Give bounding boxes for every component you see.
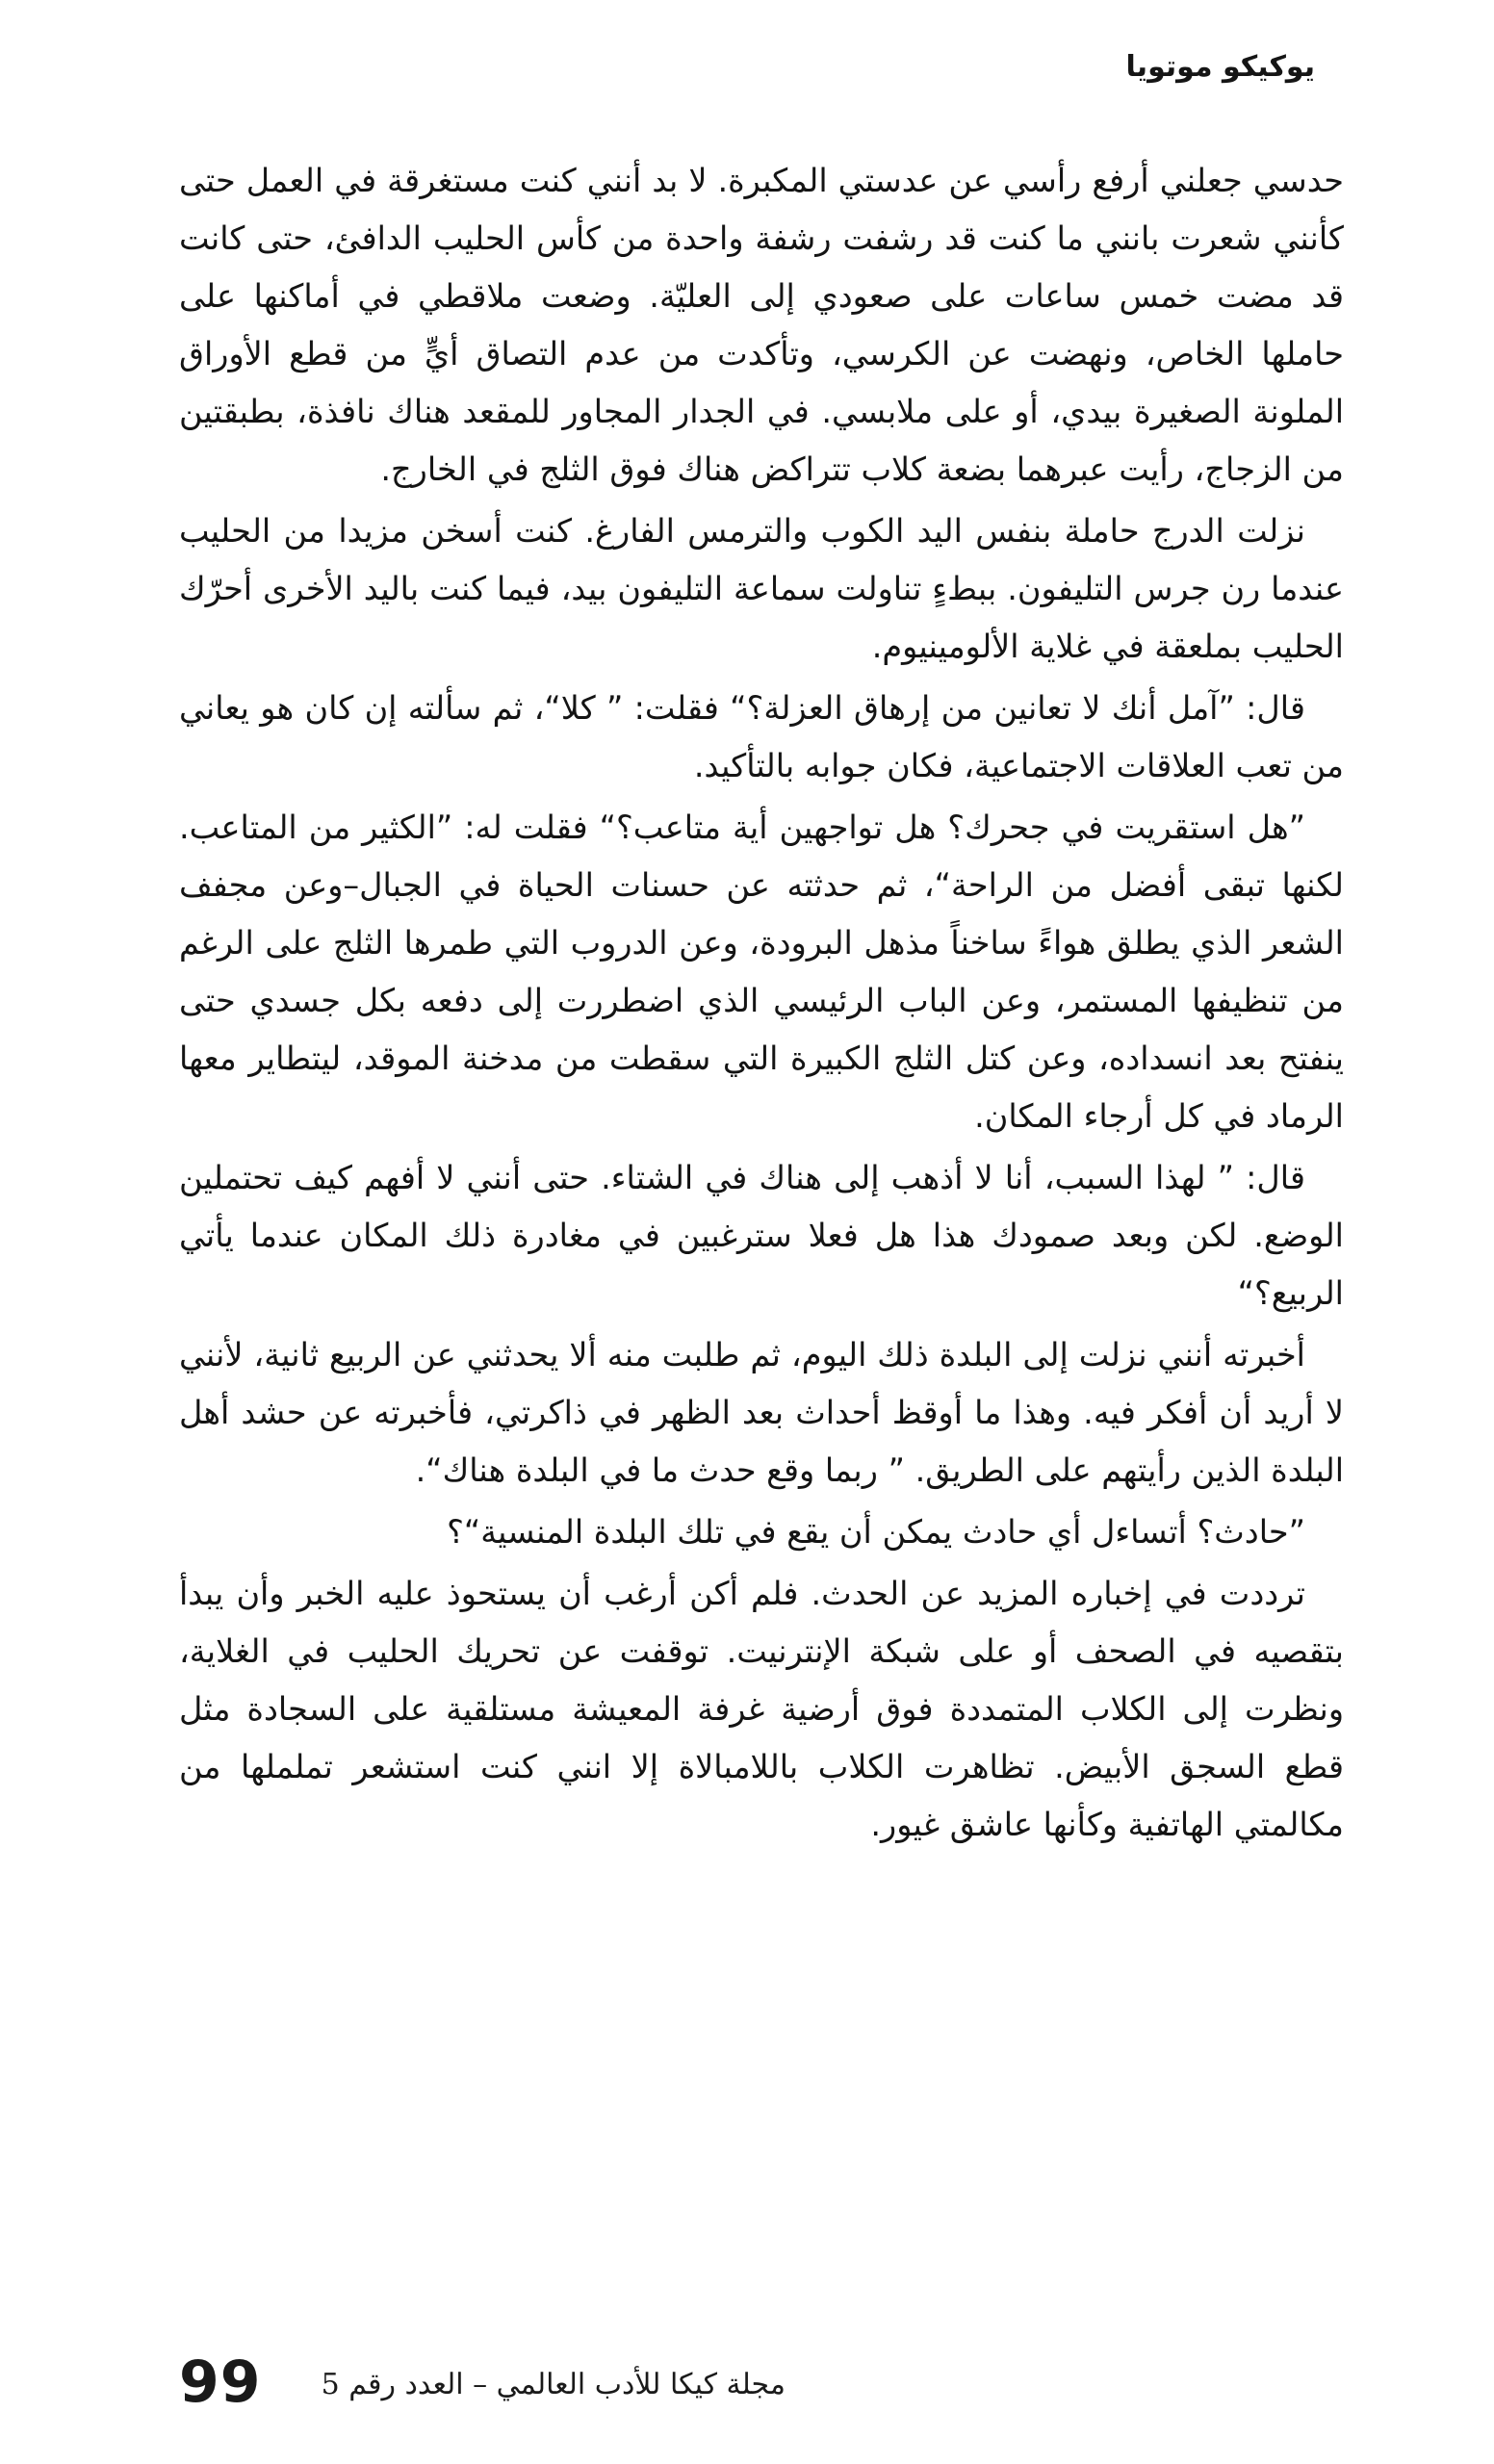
paragraph-6: أخبرته أنني نزلت إلى البلدة ذلك اليوم، ثم طلبت منه ألا يحدثني عن الربيع ثانية، لأنني لا أريد أن أفكر فيه. وهذا ما أوقظ أحداث بعد الظهر في ذاكرتي، فأخبرته عن حشد أهل البلدة الذين رأيتهم على الطريق. ” ربما وقع حدث ما في البلدة هناك“. bbox=[179, 1336, 1344, 1489]
paragraph-3: قال: ”آمل أنك لا تعانين من إرهاق العزلة؟“ فقلت: ” كلا“، ثم سألته إن كان هو يعاني من تعب العلاقات الاجتماعية، فكان جوابه بالتأكيد. bbox=[179, 689, 1344, 784]
paragraph-7: ”حادث؟ أتساءل أي حادث يمكن أن يقع في تلك البلدة المنسية“؟ bbox=[447, 1513, 1305, 1551]
paragraph-2: نزلت الدرج حاملة بنفس اليد الكوب والترمس الفارغ. كنت أسخن مزيدا من الحليب عندما رن جرس التليفون. ببطءٍ تناولت سماعة التليفون بيد، فيما كنت باليد الأخرى أحرّك الحليب بملعقة في غلاية الألومينيوم. bbox=[179, 512, 1344, 665]
paragraph-4: ”هل استقريت في جحرك؟ هل تواجهين أية متاعب؟“ فقلت له: ”الكثير من المتاعب. لكنها تبقى أفضل من الراحة“، ثم حدثته عن حسنات الحياة في الجبال–وعن مجفف الشعر الذي يطلق هواءً ساخناً مذهل البرودة، وعن الدروب التي طمرها الثلج على الرغم من تنظيفها المستمر، وعن الباب الرئيسي الذي اضطررت إلى دفعه بكل جسدي حتى ينفتح بعد انسداده، وعن كتل الثلج الكبيرة التي سقطت من مدخنة الموقد، ليتطاير معها الرماد في كل أرجاء المكان. bbox=[179, 808, 1344, 1135]
paragraph-8: ترددت في إخباره المزيد عن الحدث. فلم أكن أرغب أن يستحوذ عليه الخبر وأن يبدأ بتقصيه في الصحف أو على شبكة الإنترنيت. توقفت عن تحريك الحليب في الغلاية، ونظرت إلى الكلاب المتمددة فوق أرضية غرفة المعيشة مستلقية على السجادة مثل قطع السجق الأبيض. تظاهرت الكلاب باللامبالاة إلا انني كنت استشعر تململها من مكالمتي الهاتفية وكأنها عاشق غيور. bbox=[179, 1575, 1344, 1843]
journal-title: مجلة كيكا للأدب العالمي – العدد رقم 5 bbox=[321, 2368, 786, 2401]
running-header-author: يوكيكو موتويا bbox=[1125, 50, 1315, 84]
paragraph-1: حدسي جعلني أرفع رأسي عن عدستي المكبرة. لا بد أنني كنت مستغرقة في العمل حتى كأنني شعرت بانني ما كنت قد رشفت رشفة واحدة من كأس الحليب الدافئ، حتى كانت قد مضت خمس ساعات على صعودي إلى العليّة. وضعت ملاقطي في أماكنها على حاملها الخاص، ونهضت عن الكرسي، وتأكدت من عدم التصاق أيٍّ من قطع الأوراق الملونة الصغيرة بيدي، أو على ملابسي. في الجدار المجاور للمقعد هناك نافذة، بطبقتين من الزجاج، رأيت عبرهما بضعة كلاب تتراكض هناك فوق الثلج في الخارج. bbox=[179, 162, 1344, 488]
page-footer bbox=[179, 2348, 1344, 2426]
paragraph-5: قال: ” لهذا السبب، أنا لا أذهب إلى هناك في الشتاء. حتى أنني لا أفهم كيف تحتملين الوضع. لكن وبعد صمودك هذا هل فعلا سترغبين في مغادرة ذلك المكان عندما يأتي الربيع؟“ bbox=[179, 1159, 1344, 1312]
page-number: 99 bbox=[179, 2348, 262, 2416]
story-text bbox=[179, 152, 1344, 1858]
